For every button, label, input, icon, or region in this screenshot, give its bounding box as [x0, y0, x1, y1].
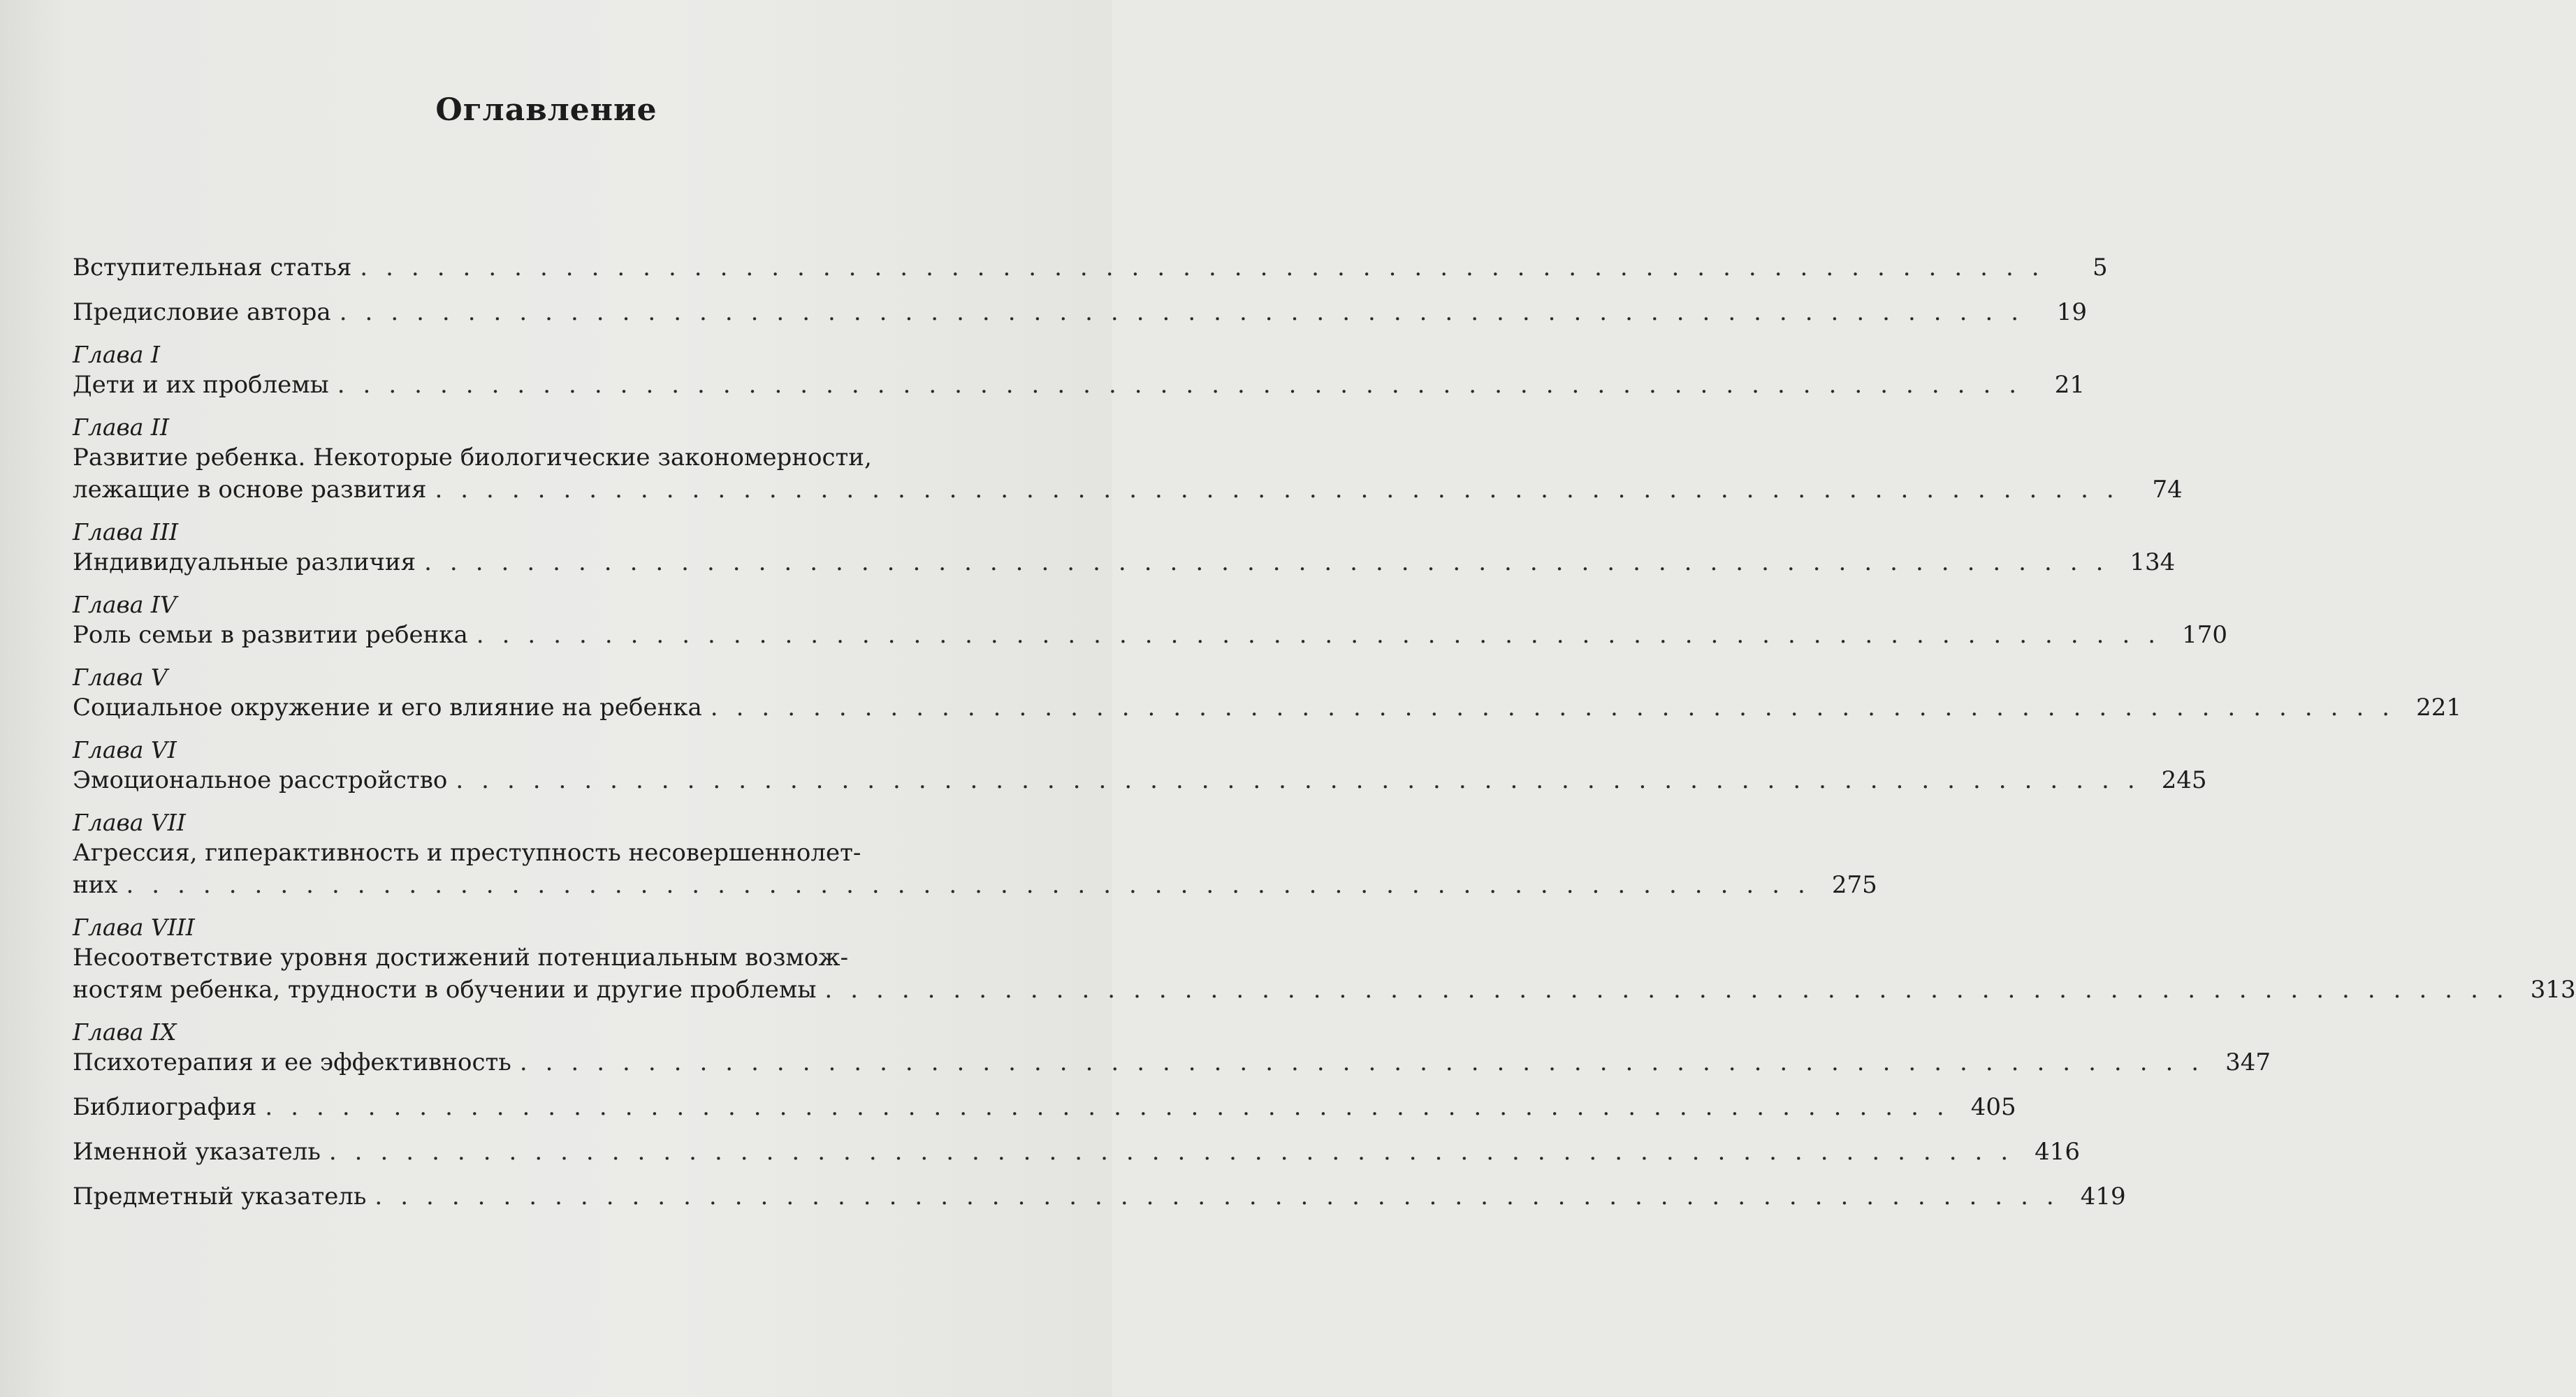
page-number: 347 [2225, 1048, 2271, 1076]
toc-entry [73, 296, 2088, 328]
entry-title-line: Несоответствие уровня достижений потенциальным возмож- [73, 944, 849, 972]
page-number: 134 [2130, 548, 2176, 576]
entry-title: Эмоциональное расстройство [73, 766, 448, 794]
chapter-label: Глава I [73, 341, 160, 368]
dot-leader: .................................................................. [337, 371, 2035, 399]
dot-leader: .................................................................. [424, 548, 2122, 576]
chapter-label: Глава II [73, 414, 169, 441]
toc-entry [73, 736, 2207, 796]
toc-entry [73, 809, 1877, 901]
page-number: 275 [1831, 871, 1877, 899]
toc-entry [73, 1180, 2126, 1213]
chapter-label: Глава IX [73, 1018, 177, 1046]
toc-entry [73, 341, 2086, 401]
page-number: 5 [2092, 254, 2108, 281]
page-number: 19 [2056, 298, 2088, 326]
entry-title: Предметный указатель [73, 1183, 367, 1211]
page-title: Оглавление [435, 92, 657, 128]
toc-entry [73, 1136, 2081, 1168]
toc-entry [73, 1091, 2016, 1123]
page-number: 170 [2182, 621, 2227, 649]
dot-leader: .................................................................. [476, 621, 2174, 649]
dot-leader: .................................................................. [360, 254, 2058, 281]
entry-title-line: Развитие ребенка. Некоторые биологические закономерности, [73, 444, 872, 471]
toc-entry [73, 591, 2227, 651]
dot-leader: .................................................................. [339, 298, 2037, 326]
chapter-label: Глава V [73, 664, 168, 691]
dot-leader: .................................................................. [265, 1093, 1963, 1121]
dot-leader: .................................................................. [328, 1138, 2027, 1166]
entry-title: Роль семьи в развитии ребенка [73, 621, 468, 649]
dot-leader: .................................................................. [374, 1183, 2072, 1211]
entry-title: Психотерапия и ее эффективность [73, 1048, 511, 1076]
toc-entry [73, 1018, 2271, 1078]
dot-leader: .................................................................. [824, 976, 2522, 1004]
dot-leader: .................................................................. [435, 476, 2132, 504]
entry-title: них [73, 871, 118, 899]
toc-entry [73, 914, 2576, 1006]
toc-entry [73, 414, 2183, 506]
entry-title: ностям ребенка, трудности в обучении и другие проблемы [73, 976, 817, 1004]
page-number: 313 [2530, 976, 2576, 1004]
entry-title: Предисловие автора [73, 298, 331, 326]
dot-leader: .................................................................. [126, 871, 1824, 899]
toc-entry [73, 251, 2108, 284]
page-number: 74 [2152, 476, 2183, 504]
dot-leader: .................................................................. [519, 1048, 2218, 1076]
chapter-label: Глава IV [73, 591, 177, 618]
chapter-label: Глава VII [73, 809, 186, 836]
entry-title: Библиография [73, 1093, 257, 1121]
entry-title: Дети и их проблемы [73, 371, 329, 399]
toc-entry [73, 664, 2461, 724]
page-number: 221 [2416, 694, 2461, 722]
table-of-contents [73, 251, 2576, 1225]
toc-entry [73, 518, 2176, 578]
dot-leader: .................................................................. [456, 766, 2153, 794]
chapter-label: Глава VI [73, 736, 177, 763]
entry-title: лежащие в основе развития [73, 476, 427, 504]
page-number: 416 [2035, 1138, 2081, 1166]
page-number: 419 [2080, 1183, 2126, 1211]
page-number: 245 [2161, 766, 2207, 794]
page-number: 21 [2054, 371, 2086, 399]
entry-title: Вступительная статья [73, 254, 352, 281]
entry-title: Именной указатель [73, 1138, 321, 1166]
chapter-label: Глава VIII [73, 914, 195, 941]
page-number: 405 [1970, 1093, 2016, 1121]
dot-leader: .................................................................. [710, 694, 2408, 722]
chapter-label: Глава III [73, 518, 179, 546]
entry-title: Социальное окружение и его влияние на ребенка [73, 694, 702, 722]
entry-title: Индивидуальные различия [73, 548, 416, 576]
entry-title-line: Агрессия, гиперактивность и преступность несовершеннолет- [73, 839, 861, 867]
